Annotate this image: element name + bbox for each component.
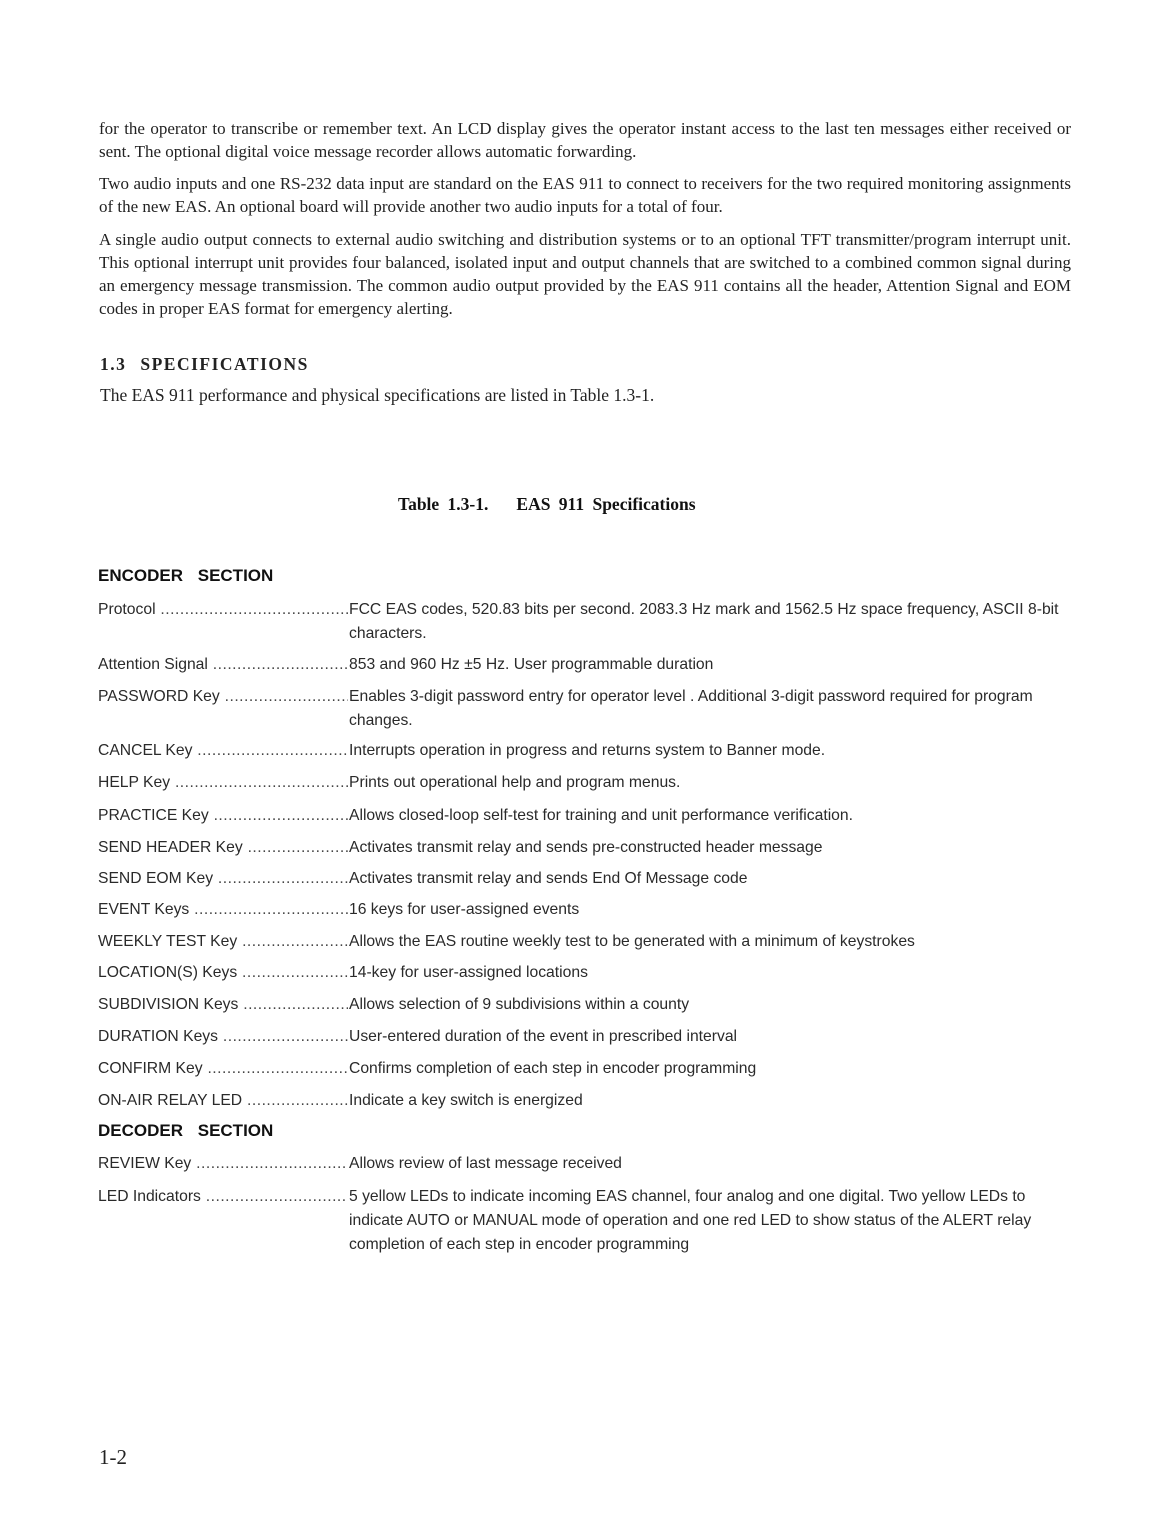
- spec-name: DURATION Keys .....: [98, 1025, 348, 1049]
- spec-row: [98, 1185, 1073, 1257]
- spec-name: CANCEL Key .....: [98, 739, 348, 763]
- section-intro: The EAS 911 performance and physical specifications are listed in Table 1.3-1.: [100, 385, 655, 405]
- spec-description: Interrupts operation in progress and returns system to Banner mode.: [349, 742, 826, 759]
- page-number: 1-2: [99, 1445, 127, 1469]
- spec-name: ON-AIR RELAY LED .....: [98, 1089, 348, 1113]
- spec-description: Enables 3-digit password entry for operator level . Additional 3-digit password required for program changes.: [349, 688, 1033, 729]
- body-paragraph: for the operator to transcribe or remember text. An LCD display gives the operator instant access to the last ten messages either received or sent. The optional digital voice message recorder allows automatic forwarding.: [99, 119, 1071, 161]
- body-paragraph: A single audio output connects to external audio switching and distribution systems or to an optional TFT transmitter/program interrupt unit. This optional interrupt unit provides four balanced, isolated input and output channels that are switched to a combined common signal during an emergency message transmission. The common audio output provided by the EAS 911 contains all the header, Attention Signal and EOM codes in proper EAS format for emergency alerting.: [99, 230, 1071, 318]
- spec-description: Allows the EAS routine weekly test to be generated with a minimum of keystrokes: [349, 933, 915, 950]
- spec-name: WEEKLY TEST Key .....: [98, 930, 348, 954]
- spec-row: [98, 993, 1073, 1017]
- spec-description: 5 yellow LEDs to indicate incoming EAS channel, four analog and one digital. Two yellow LEDs to indicate AUTO or MANUAL mode of operation and one red LED to show status of the ALERT relay completion of each step in encoder programming: [349, 1188, 1032, 1253]
- body-paragraph: Two audio inputs and one RS-232 data input are standard on the EAS 911 to connect to receivers for the two required monitoring assignments of the new EAS. An optional board will provide another two audio inputs for a total of four.: [99, 174, 1071, 216]
- spec-description: Allows review of last message received: [349, 1155, 622, 1172]
- spec-description: Allows selection of 9 subdivisions within a county: [349, 996, 690, 1013]
- decoder-section-heading: DECODER SECTION: [98, 1121, 274, 1140]
- spec-description: 16 keys for user-assigned events: [349, 901, 580, 918]
- spec-name: SEND HEADER Key .....: [98, 836, 348, 860]
- spec-row: [98, 739, 1073, 763]
- spec-name: Protocol .....: [98, 598, 348, 622]
- spec-description: Allows closed-loop self-test for training and unit performance verification.: [349, 807, 853, 824]
- spec-name: SEND EOM Key .....: [98, 867, 348, 891]
- section-number: 1.3: [100, 354, 127, 374]
- table-caption-number: Table 1.3-1.: [398, 494, 489, 514]
- spec-description: 14-key for user-assigned locations: [349, 964, 588, 981]
- spec-row: [98, 598, 1073, 646]
- spec-description: FCC EAS codes, 520.83 bits per second. 2083.3 Hz mark and 1562.5 Hz space frequency, ASCII 8-bit characters.: [349, 601, 1059, 642]
- spec-row: [98, 898, 1073, 922]
- section-heading: [100, 354, 309, 375]
- spec-row: [98, 961, 1073, 985]
- spec-row: [98, 1025, 1073, 1049]
- spec-description: Confirms completion of each step in encoder programming: [349, 1060, 757, 1077]
- spec-row: [98, 1152, 1073, 1176]
- spec-name: LOCATION(S) Keys .....: [98, 961, 348, 985]
- spec-name: HELP Key .....: [98, 771, 348, 795]
- table-caption-title: EAS 911 Specifications: [516, 494, 696, 514]
- spec-row: [98, 771, 1073, 795]
- spec-row: [98, 930, 1073, 954]
- spec-description: Indicate a key switch is energized: [349, 1092, 583, 1109]
- spec-row: [98, 1057, 1073, 1081]
- spec-name: CONFIRM Key .....: [98, 1057, 348, 1081]
- spec-name: PASSWORD Key .....: [98, 685, 348, 709]
- spec-row: [98, 1089, 1073, 1113]
- spec-name: Attention Signal .....: [98, 653, 348, 677]
- spec-description: Activates transmit relay and sends End Of Message code: [349, 870, 748, 887]
- spec-description: 853 and 960 Hz ±5 Hz. User programmable duration: [349, 656, 714, 673]
- spec-row: [98, 867, 1073, 891]
- spec-name: PRACTICE Key .....: [98, 804, 348, 828]
- spec-row: [98, 653, 1073, 677]
- spec-description: Prints out operational help and program menus.: [349, 774, 681, 791]
- spec-row: [98, 685, 1073, 733]
- table-caption: [398, 494, 696, 515]
- spec-description: User-entered duration of the event in prescribed interval: [349, 1028, 738, 1045]
- spec-name: REVIEW Key .....: [98, 1152, 348, 1176]
- section-title: SPECIFICATIONS: [140, 354, 309, 374]
- spec-name: SUBDIVISION Keys .....: [98, 993, 348, 1017]
- spec-name: LED Indicators .....: [98, 1185, 348, 1209]
- spec-description: Activates transmit relay and sends pre-constructed header message: [349, 839, 823, 856]
- spec-row: [98, 804, 1073, 828]
- spec-row: [98, 836, 1073, 860]
- encoder-section-heading: ENCODER SECTION: [98, 566, 274, 585]
- spec-name: EVENT Keys .....: [98, 898, 348, 922]
